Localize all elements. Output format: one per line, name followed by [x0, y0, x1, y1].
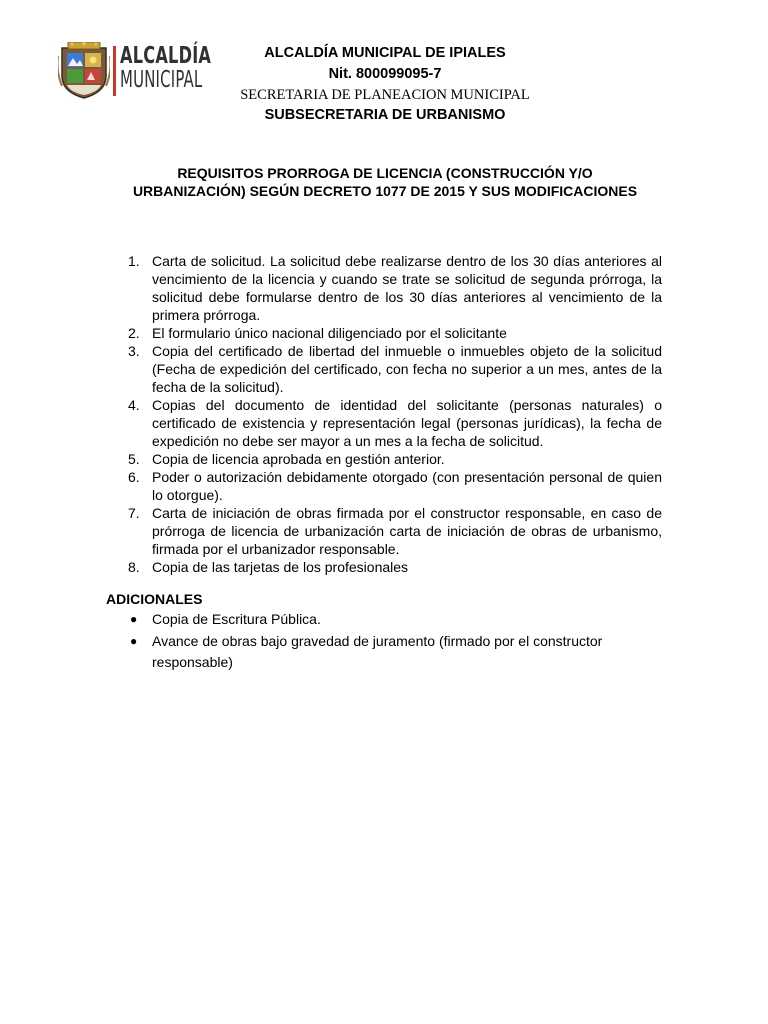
requirements-list — [106, 252, 662, 576]
list-item-text: Carta de solicitud. La solicitud debe realizarse dentro de los 30 días anteriores al vencimiento de la licencia y cuando se trate se solicitud de segunda prórroga, la solicitud debe formularse dentro de los 30 días anteriores al vencimiento de la primera prórroga. — [152, 253, 662, 323]
logo-line-2: MUNICIPAL — [120, 67, 203, 93]
entity-name: ALCALDÍA MUNICIPAL DE IPIALES — [264, 45, 506, 61]
bullet-icon: ● — [130, 612, 138, 626]
list-item-text: Copia de licencia aprobada en gestión anterior. — [152, 451, 445, 467]
bullet-icon: ● — [130, 634, 138, 648]
list-item-number: 6. — [128, 469, 140, 485]
list-item — [106, 342, 662, 396]
logo-line-1: ALCALDÍA — [120, 43, 212, 69]
list-item — [106, 324, 662, 342]
list-item-text: Copia de Escritura Pública. — [152, 611, 321, 627]
document-title-line-1: REQUISITOS PRORROGA DE LICENCIA (CONSTRUCCIÓN Y/O — [177, 165, 593, 181]
list-item-text: Copia del certificado de libertad del inmueble o inmuebles objeto de la solicitud (Fecha de expedición del certificado, con fecha no superior a un mes, antes de la fecha de la solicitud). — [152, 343, 662, 395]
list-item-number: 8. — [128, 559, 140, 575]
list-item-text: Copia de las tarjetas de los profesionales — [152, 559, 409, 575]
list-item — [106, 558, 662, 576]
list-item-text: Poder o autorización debidamente otorgado (con presentación personal de quien lo otorgue). — [152, 469, 662, 503]
list-item — [106, 450, 662, 468]
list-item — [106, 631, 662, 672]
secretaria-name: SECRETARIA DE PLANEACION MUNICIPAL — [240, 87, 530, 103]
entity-nit: Nit. 800099095-7 — [328, 66, 442, 82]
list-item-text: Copias del documento de identidad del solicitante (personas naturales) o certificado de existencia y representación legal (personas jurídicas), la fecha de expedición no debe ser mayor a un mes a la fecha de solicitud. — [152, 397, 662, 449]
additional-heading: ADICIONALES — [106, 591, 203, 607]
subsecretaria-name: SUBSECRETARIA DE URBANISMO — [264, 107, 506, 123]
list-item-number: 7. — [128, 505, 140, 521]
list-item — [106, 252, 662, 324]
list-item-number: 5. — [128, 451, 140, 467]
list-item-number: 3. — [128, 343, 140, 359]
list-item — [106, 468, 662, 504]
coat-of-arms-icon — [58, 42, 110, 100]
list-item — [106, 396, 662, 450]
list-item — [106, 609, 662, 630]
list-item-text: Carta de iniciación de obras firmada por el constructor responsable, en caso de prórroga de licencia de urbanización carta de iniciación de obras de urbanismo, firmada por el urbanizador responsable. — [152, 505, 662, 557]
list-item-number: 1. — [128, 253, 140, 269]
list-item-number: 2. — [128, 325, 140, 341]
list-item-text: Avance de obras bajo gravedad de juramento (firmado por el constructor responsable) — [152, 633, 603, 670]
list-item-number: 4. — [128, 397, 140, 413]
list-item — [106, 504, 662, 558]
document-title-line-2: URBANIZACIÓN) SEGÚN DECRETO 1077 DE 2015 Y SUS MODIFICACIONES — [132, 183, 638, 199]
logo-divider — [113, 46, 117, 96]
list-item-text: El formulario único nacional diligenciado por el solicitante — [152, 325, 507, 341]
additional-list — [106, 609, 662, 674]
